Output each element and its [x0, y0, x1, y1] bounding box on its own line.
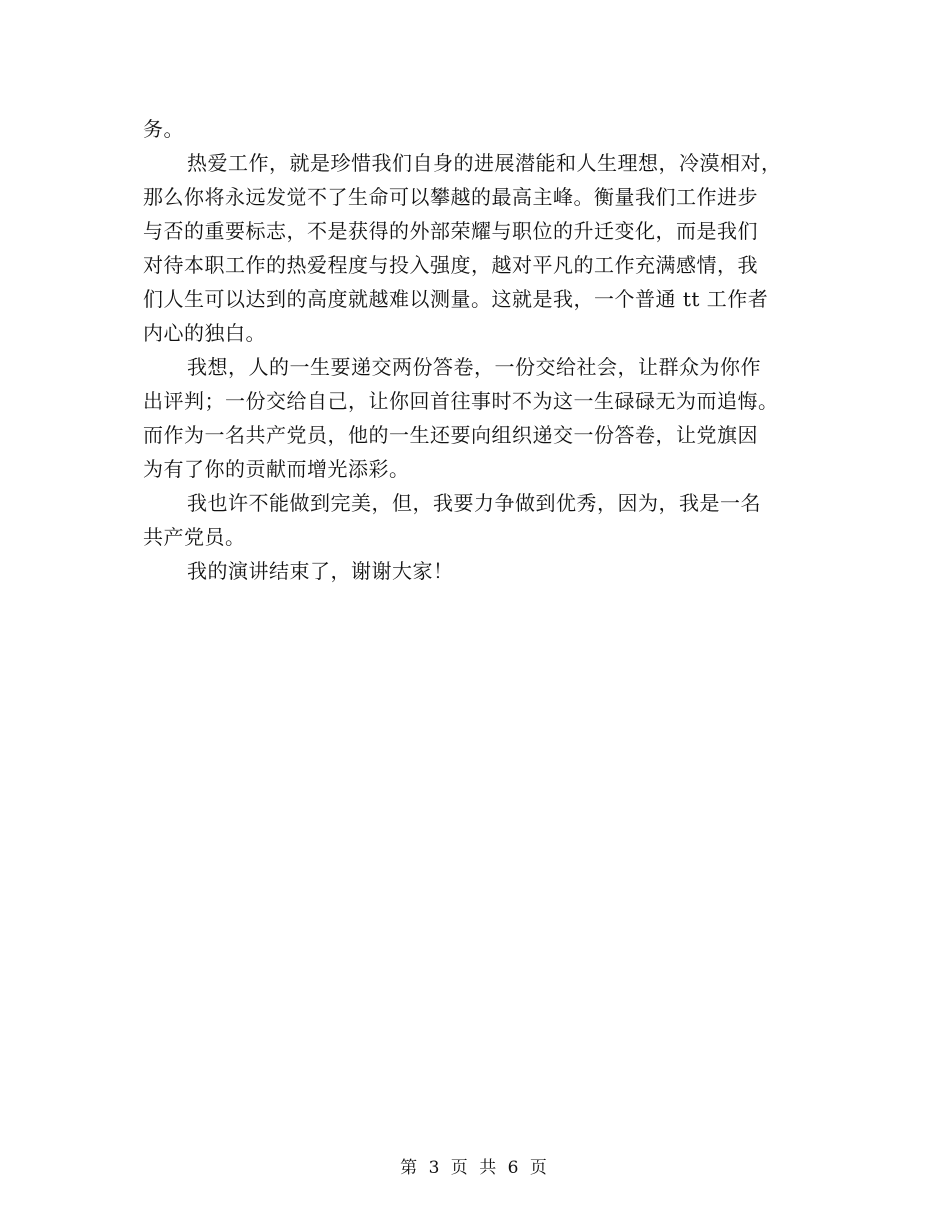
document-body	[143, 112, 808, 588]
text-line: 对待本职工作的热爱程度与投入强度，越对平凡的工作充满感情，我	[143, 253, 758, 277]
text-line: 与否的重要标志，不是获得的外部荣耀与职位的升迁变化，而是我们	[143, 219, 758, 243]
paragraph-start-line: 热爱工作，就是珍惜我们自身的进展潜能和人生理想，冷漠相对，	[187, 151, 782, 175]
text-line: 那么你将永远发觉不了生命可以攀越的最高主峰。衡量我们工作进步	[143, 185, 758, 209]
text-line: 内心的独白。	[143, 321, 266, 345]
text-line: 出评判；一份交给自己，让你回首往事时不为这一生碌碌无为而追悔。	[143, 389, 779, 413]
paragraph-start-line: 我也许不能做到完美，但，我要力争做到优秀，因为，我是一名	[187, 491, 761, 515]
page-number-footer: 第 3 页 共 6 页	[400, 1158, 550, 1178]
text-line: 而作为一名共产党员，他的一生还要向组织递交一份答卷，让党旗因	[143, 423, 758, 447]
paragraph-start-line: 我的演讲结束了，谢谢大家！	[187, 559, 454, 583]
text-line: 务。	[143, 117, 184, 141]
text-line: 们人生可以达到的高度就越难以测量。这就是我，一个普通 tt 工作者	[143, 287, 769, 311]
text-line: 为有了你的贡献而增光添彩。	[143, 457, 410, 481]
paragraph-start-line: 我想，人的一生要递交两份答卷，一份交给社会，让群众为你作	[187, 355, 761, 379]
text-line: 共产党员。	[143, 525, 246, 549]
